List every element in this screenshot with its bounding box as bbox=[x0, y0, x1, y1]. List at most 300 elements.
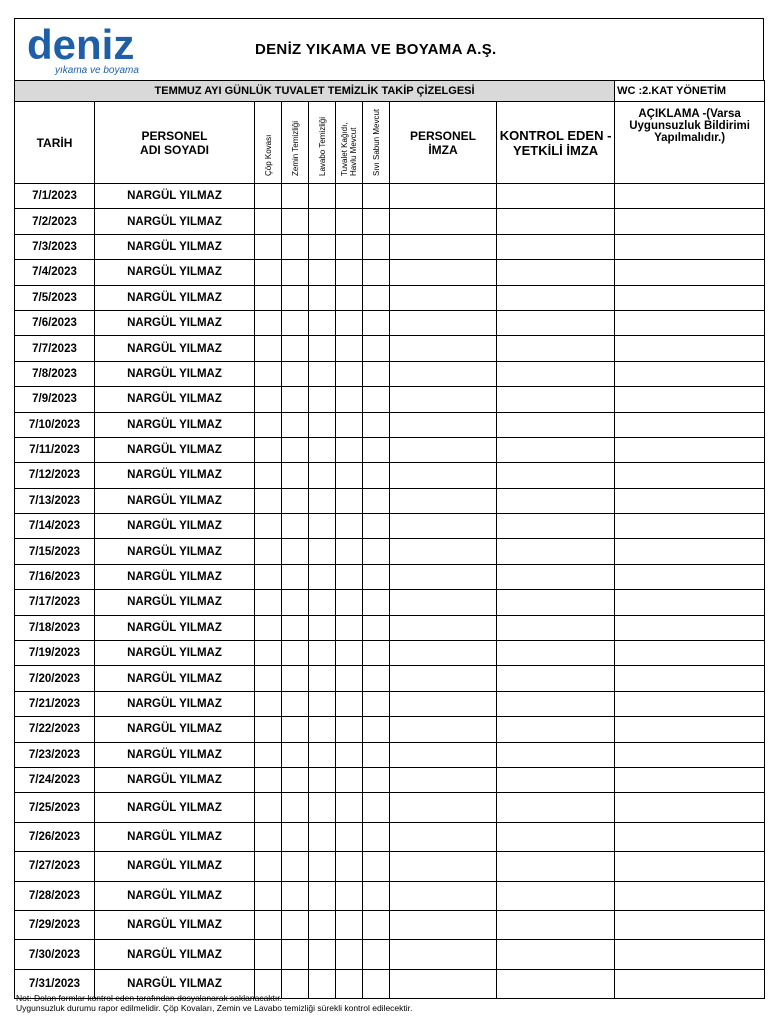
check-cell-floor[interactable] bbox=[282, 822, 309, 851]
note-cell[interactable] bbox=[615, 514, 765, 539]
name-cell: NARGÜL YILMAZ bbox=[95, 641, 255, 666]
check-cell-floor[interactable] bbox=[282, 767, 309, 792]
table-row bbox=[15, 691, 765, 716]
staff-sign-cell[interactable] bbox=[390, 691, 497, 716]
check-cell-soap[interactable] bbox=[363, 910, 390, 939]
note-cell[interactable] bbox=[615, 463, 765, 488]
check-header-sink-label: Lavabo Temizliği bbox=[317, 117, 327, 176]
check-cell-trash[interactable] bbox=[255, 564, 282, 589]
supervisor-sign-cell[interactable] bbox=[497, 910, 615, 939]
check-cell-floor[interactable] bbox=[282, 209, 309, 234]
check-cell-trash[interactable] bbox=[255, 437, 282, 462]
check-cell-floor[interactable] bbox=[282, 412, 309, 437]
note-cell[interactable] bbox=[615, 209, 765, 234]
staff-sign-cell[interactable] bbox=[390, 412, 497, 437]
check-cell-floor[interactable] bbox=[282, 260, 309, 285]
supervisor-sign-cell[interactable] bbox=[497, 641, 615, 666]
check-cell-trash[interactable] bbox=[255, 590, 282, 615]
check-cell-sink[interactable] bbox=[309, 691, 336, 716]
check-cell-soap[interactable] bbox=[363, 234, 390, 259]
check-cell-paper[interactable] bbox=[336, 691, 363, 716]
check-cell-sink[interactable] bbox=[309, 590, 336, 615]
check-cell-sink[interactable] bbox=[309, 285, 336, 310]
check-cell-sink[interactable] bbox=[309, 615, 336, 640]
supervisor-sign-cell[interactable] bbox=[497, 666, 615, 691]
name-cell: NARGÜL YILMAZ bbox=[95, 285, 255, 310]
check-cell-paper[interactable] bbox=[336, 514, 363, 539]
check-cell-sink[interactable] bbox=[309, 539, 336, 564]
table-row bbox=[15, 641, 765, 666]
tracking-table bbox=[14, 80, 765, 999]
check-cell-sink[interactable] bbox=[309, 767, 336, 792]
note-cell[interactable] bbox=[615, 852, 765, 881]
check-cell-trash[interactable] bbox=[255, 514, 282, 539]
check-cell-sink[interactable] bbox=[309, 881, 336, 910]
note-cell[interactable] bbox=[615, 387, 765, 412]
check-cell-soap[interactable] bbox=[363, 260, 390, 285]
staff-sign-cell[interactable] bbox=[390, 564, 497, 589]
check-cell-sink[interactable] bbox=[309, 184, 336, 209]
supervisor-sign-cell[interactable] bbox=[497, 940, 615, 969]
supervisor-sign-cell[interactable] bbox=[497, 615, 615, 640]
supervisor-sign-cell[interactable] bbox=[497, 539, 615, 564]
check-cell-trash[interactable] bbox=[255, 260, 282, 285]
note-cell[interactable] bbox=[615, 822, 765, 851]
check-cell-soap[interactable] bbox=[363, 209, 390, 234]
name-cell: NARGÜL YILMAZ bbox=[95, 590, 255, 615]
date-cell: 7/7/2023 bbox=[15, 336, 95, 361]
note-cell[interactable] bbox=[615, 234, 765, 259]
check-cell-floor[interactable] bbox=[282, 691, 309, 716]
check-cell-soap[interactable] bbox=[363, 310, 390, 335]
check-cell-trash[interactable] bbox=[255, 742, 282, 767]
staff-sign-cell[interactable] bbox=[390, 793, 497, 822]
note-cell[interactable] bbox=[615, 336, 765, 361]
check-cell-floor[interactable] bbox=[282, 514, 309, 539]
check-cell-sink[interactable] bbox=[309, 514, 336, 539]
date-cell: 7/16/2023 bbox=[15, 564, 95, 589]
check-cell-paper[interactable] bbox=[336, 666, 363, 691]
check-cell-floor[interactable] bbox=[282, 666, 309, 691]
staff-sign-cell[interactable] bbox=[390, 940, 497, 969]
check-cell-trash[interactable] bbox=[255, 234, 282, 259]
form-header bbox=[14, 18, 764, 80]
note-cell[interactable] bbox=[615, 260, 765, 285]
check-cell-soap[interactable] bbox=[363, 590, 390, 615]
date-cell: 7/27/2023 bbox=[15, 852, 95, 881]
note-cell[interactable] bbox=[615, 717, 765, 742]
supervisor-sign-cell[interactable] bbox=[497, 437, 615, 462]
supervisor-sign-cell[interactable] bbox=[497, 691, 615, 716]
staff-sign-cell[interactable] bbox=[390, 234, 497, 259]
check-cell-paper[interactable] bbox=[336, 387, 363, 412]
date-cell: 7/6/2023 bbox=[15, 310, 95, 335]
name-cell: NARGÜL YILMAZ bbox=[95, 412, 255, 437]
check-cell-soap[interactable] bbox=[363, 361, 390, 386]
supervisor-header-line1: KONTROL EDEN - bbox=[499, 127, 612, 143]
staff-sign-cell[interactable] bbox=[390, 767, 497, 792]
check-cell-paper[interactable] bbox=[336, 437, 363, 462]
check-cell-floor[interactable] bbox=[282, 184, 309, 209]
check-cell-floor[interactable] bbox=[282, 717, 309, 742]
staff-sign-header-line1: PERSONEL bbox=[409, 128, 476, 143]
table-row bbox=[15, 793, 765, 822]
check-cell-sink[interactable] bbox=[309, 717, 336, 742]
check-cell-paper[interactable] bbox=[336, 361, 363, 386]
check-cell-soap[interactable] bbox=[363, 742, 390, 767]
check-cell-floor[interactable] bbox=[282, 285, 309, 310]
check-cell-soap[interactable] bbox=[363, 336, 390, 361]
check-cell-paper[interactable] bbox=[336, 822, 363, 851]
name-cell: NARGÜL YILMAZ bbox=[95, 793, 255, 822]
supervisor-sign-header bbox=[497, 102, 615, 184]
note-cell[interactable] bbox=[615, 488, 765, 513]
check-cell-floor[interactable] bbox=[282, 590, 309, 615]
supervisor-sign-cell[interactable] bbox=[497, 285, 615, 310]
check-cell-trash[interactable] bbox=[255, 793, 282, 822]
check-header-floor bbox=[282, 102, 309, 184]
note-cell[interactable] bbox=[615, 641, 765, 666]
check-cell-trash[interactable] bbox=[255, 822, 282, 851]
table-row bbox=[15, 260, 765, 285]
check-cell-sink[interactable] bbox=[309, 412, 336, 437]
supervisor-sign-cell[interactable] bbox=[497, 881, 615, 910]
staff-sign-cell[interactable] bbox=[390, 488, 497, 513]
note-cell[interactable] bbox=[615, 564, 765, 589]
check-cell-paper[interactable] bbox=[336, 260, 363, 285]
check-cell-paper[interactable] bbox=[336, 539, 363, 564]
check-cell-soap[interactable] bbox=[363, 615, 390, 640]
check-cell-sink[interactable] bbox=[309, 463, 336, 488]
check-cell-sink[interactable] bbox=[309, 666, 336, 691]
supervisor-sign-cell[interactable] bbox=[497, 822, 615, 851]
check-cell-floor[interactable] bbox=[282, 463, 309, 488]
check-cell-soap[interactable] bbox=[363, 387, 390, 412]
name-cell: NARGÜL YILMAZ bbox=[95, 336, 255, 361]
supervisor-sign-cell[interactable] bbox=[497, 717, 615, 742]
check-cell-paper[interactable] bbox=[336, 184, 363, 209]
date-cell: 7/12/2023 bbox=[15, 463, 95, 488]
check-cell-soap[interactable] bbox=[363, 852, 390, 881]
personnel-header-line1: PERSONEL bbox=[141, 128, 208, 143]
staff-sign-cell[interactable] bbox=[390, 742, 497, 767]
check-cell-trash[interactable] bbox=[255, 488, 282, 513]
check-cell-trash[interactable] bbox=[255, 940, 282, 969]
staff-sign-cell[interactable] bbox=[390, 209, 497, 234]
check-cell-paper[interactable] bbox=[336, 742, 363, 767]
check-cell-paper[interactable] bbox=[336, 463, 363, 488]
supervisor-sign-cell[interactable] bbox=[497, 514, 615, 539]
check-cell-paper[interactable] bbox=[336, 590, 363, 615]
check-cell-soap[interactable] bbox=[363, 564, 390, 589]
check-cell-trash[interactable] bbox=[255, 361, 282, 386]
check-cell-sink[interactable] bbox=[309, 361, 336, 386]
supervisor-sign-cell[interactable] bbox=[497, 742, 615, 767]
check-cell-floor[interactable] bbox=[282, 564, 309, 589]
supervisor-sign-cell[interactable] bbox=[497, 488, 615, 513]
check-cell-paper[interactable] bbox=[336, 767, 363, 792]
check-cell-paper[interactable] bbox=[336, 717, 363, 742]
date-cell: 7/8/2023 bbox=[15, 361, 95, 386]
check-cell-floor[interactable] bbox=[282, 852, 309, 881]
note-cell[interactable] bbox=[615, 361, 765, 386]
staff-sign-cell[interactable] bbox=[390, 881, 497, 910]
date-cell: 7/20/2023 bbox=[15, 666, 95, 691]
check-cell-paper[interactable] bbox=[336, 209, 363, 234]
supervisor-sign-cell[interactable] bbox=[497, 336, 615, 361]
note-cell[interactable] bbox=[615, 691, 765, 716]
check-cell-soap[interactable] bbox=[363, 641, 390, 666]
check-cell-paper[interactable] bbox=[336, 564, 363, 589]
staff-sign-cell[interactable] bbox=[390, 184, 497, 209]
staff-sign-cell[interactable] bbox=[390, 539, 497, 564]
check-cell-trash[interactable] bbox=[255, 310, 282, 335]
supervisor-header-line2: YETKİLİ İMZA bbox=[512, 142, 599, 158]
check-cell-floor[interactable] bbox=[282, 387, 309, 412]
check-cell-soap[interactable] bbox=[363, 463, 390, 488]
check-cell-soap[interactable] bbox=[363, 822, 390, 851]
table-row bbox=[15, 463, 765, 488]
check-cell-floor[interactable] bbox=[282, 361, 309, 386]
check-cell-sink[interactable] bbox=[309, 234, 336, 259]
check-cell-floor[interactable] bbox=[282, 940, 309, 969]
table-body bbox=[15, 184, 765, 999]
check-cell-floor[interactable] bbox=[282, 742, 309, 767]
date-cell: 7/21/2023 bbox=[15, 691, 95, 716]
check-cell-sink[interactable] bbox=[309, 641, 336, 666]
staff-sign-cell[interactable] bbox=[390, 822, 497, 851]
check-cell-trash[interactable] bbox=[255, 767, 282, 792]
staff-sign-cell[interactable] bbox=[390, 437, 497, 462]
check-cell-soap[interactable] bbox=[363, 767, 390, 792]
staff-sign-cell[interactable] bbox=[390, 852, 497, 881]
check-cell-paper[interactable] bbox=[336, 285, 363, 310]
supervisor-sign-cell[interactable] bbox=[497, 209, 615, 234]
note-cell[interactable] bbox=[615, 285, 765, 310]
note-cell[interactable] bbox=[615, 412, 765, 437]
staff-sign-cell[interactable] bbox=[390, 717, 497, 742]
check-cell-soap[interactable] bbox=[363, 881, 390, 910]
supervisor-sign-cell[interactable] bbox=[497, 310, 615, 335]
supervisor-sign-cell[interactable] bbox=[497, 969, 615, 998]
check-cell-paper[interactable] bbox=[336, 336, 363, 361]
check-cell-trash[interactable] bbox=[255, 615, 282, 640]
form-title: TEMMUZ AYI GÜNLÜK TUVALET TEMİZLİK TAKİP ÇİZELGESİ bbox=[15, 81, 615, 102]
check-cell-trash[interactable] bbox=[255, 881, 282, 910]
check-header-soap-label: Sıvı Sabun Mevcut bbox=[371, 108, 381, 176]
check-cell-sink[interactable] bbox=[309, 336, 336, 361]
date-cell: 7/10/2023 bbox=[15, 412, 95, 437]
check-cell-trash[interactable] bbox=[255, 463, 282, 488]
check-cell-sink[interactable] bbox=[309, 793, 336, 822]
check-cell-trash[interactable] bbox=[255, 184, 282, 209]
check-cell-soap[interactable] bbox=[363, 691, 390, 716]
check-cell-paper[interactable] bbox=[336, 910, 363, 939]
name-cell: NARGÜL YILMAZ bbox=[95, 514, 255, 539]
check-cell-floor[interactable] bbox=[282, 336, 309, 361]
table-row bbox=[15, 310, 765, 335]
staff-sign-cell[interactable] bbox=[390, 285, 497, 310]
name-cell: NARGÜL YILMAZ bbox=[95, 615, 255, 640]
check-cell-sink[interactable] bbox=[309, 387, 336, 412]
check-cell-trash[interactable] bbox=[255, 209, 282, 234]
table-row bbox=[15, 234, 765, 259]
check-cell-floor[interactable] bbox=[282, 539, 309, 564]
check-header-trash-label: Çöp Kovası bbox=[263, 134, 273, 176]
check-cell-trash[interactable] bbox=[255, 387, 282, 412]
check-cell-soap[interactable] bbox=[363, 717, 390, 742]
staff-sign-cell[interactable] bbox=[390, 641, 497, 666]
check-cell-trash[interactable] bbox=[255, 717, 282, 742]
footnote-line2: Uygunsuzluk durumu rapor edilmelidir. Çöp Kovaları, Zemin ve Lavabo temizliği sürekli kontrol edilecektir. bbox=[16, 1003, 413, 1013]
check-cell-paper[interactable] bbox=[336, 615, 363, 640]
check-cell-trash[interactable] bbox=[255, 666, 282, 691]
staff-sign-cell[interactable] bbox=[390, 260, 497, 285]
supervisor-sign-cell[interactable] bbox=[497, 852, 615, 881]
table-row bbox=[15, 285, 765, 310]
staff-sign-cell[interactable] bbox=[390, 387, 497, 412]
check-cell-soap[interactable] bbox=[363, 412, 390, 437]
table-row bbox=[15, 615, 765, 640]
note-cell[interactable] bbox=[615, 881, 765, 910]
check-cell-soap[interactable] bbox=[363, 793, 390, 822]
check-header-trash bbox=[255, 102, 282, 184]
company-logo bbox=[25, 21, 165, 79]
date-cell: 7/17/2023 bbox=[15, 590, 95, 615]
note-cell[interactable] bbox=[615, 793, 765, 822]
check-cell-soap[interactable] bbox=[363, 285, 390, 310]
check-cell-trash[interactable] bbox=[255, 336, 282, 361]
table-row bbox=[15, 488, 765, 513]
date-cell: 7/31/2023 bbox=[15, 969, 95, 998]
check-cell-paper[interactable] bbox=[336, 940, 363, 969]
check-cell-floor[interactable] bbox=[282, 910, 309, 939]
staff-sign-cell[interactable] bbox=[390, 463, 497, 488]
note-cell[interactable] bbox=[615, 910, 765, 939]
check-cell-floor[interactable] bbox=[282, 310, 309, 335]
staff-sign-cell[interactable] bbox=[390, 615, 497, 640]
note-cell[interactable] bbox=[615, 969, 765, 998]
check-cell-paper[interactable] bbox=[336, 641, 363, 666]
note-cell[interactable] bbox=[615, 767, 765, 792]
note-cell[interactable] bbox=[615, 184, 765, 209]
table-row bbox=[15, 336, 765, 361]
note-cell[interactable] bbox=[615, 539, 765, 564]
check-cell-sink[interactable] bbox=[309, 940, 336, 969]
supervisor-sign-cell[interactable] bbox=[497, 387, 615, 412]
supervisor-sign-cell[interactable] bbox=[497, 361, 615, 386]
check-cell-sink[interactable] bbox=[309, 488, 336, 513]
name-cell: NARGÜL YILMAZ bbox=[95, 387, 255, 412]
check-cell-paper[interactable] bbox=[336, 852, 363, 881]
name-cell: NARGÜL YILMAZ bbox=[95, 691, 255, 716]
check-cell-floor[interactable] bbox=[282, 641, 309, 666]
staff-sign-cell[interactable] bbox=[390, 910, 497, 939]
check-cell-sink[interactable] bbox=[309, 564, 336, 589]
check-cell-paper[interactable] bbox=[336, 488, 363, 513]
supervisor-sign-cell[interactable] bbox=[497, 260, 615, 285]
check-cell-floor[interactable] bbox=[282, 234, 309, 259]
check-cell-sink[interactable] bbox=[309, 310, 336, 335]
check-cell-soap[interactable] bbox=[363, 437, 390, 462]
staff-sign-cell[interactable] bbox=[390, 336, 497, 361]
name-cell: NARGÜL YILMAZ bbox=[95, 742, 255, 767]
supervisor-sign-cell[interactable] bbox=[497, 234, 615, 259]
check-cell-paper[interactable] bbox=[336, 412, 363, 437]
staff-sign-cell[interactable] bbox=[390, 310, 497, 335]
check-cell-trash[interactable] bbox=[255, 852, 282, 881]
check-cell-paper[interactable] bbox=[336, 310, 363, 335]
table-row bbox=[15, 742, 765, 767]
check-cell-trash[interactable] bbox=[255, 691, 282, 716]
check-cell-soap[interactable] bbox=[363, 539, 390, 564]
staff-sign-cell[interactable] bbox=[390, 514, 497, 539]
note-cell[interactable] bbox=[615, 666, 765, 691]
check-cell-paper[interactable] bbox=[336, 793, 363, 822]
table-row bbox=[15, 387, 765, 412]
supervisor-sign-cell[interactable] bbox=[497, 793, 615, 822]
name-cell: NARGÜL YILMAZ bbox=[95, 767, 255, 792]
staff-sign-cell[interactable] bbox=[390, 666, 497, 691]
supervisor-sign-cell[interactable] bbox=[497, 564, 615, 589]
check-cell-trash[interactable] bbox=[255, 285, 282, 310]
check-cell-soap[interactable] bbox=[363, 940, 390, 969]
check-cell-paper[interactable] bbox=[336, 881, 363, 910]
check-cell-trash[interactable] bbox=[255, 641, 282, 666]
note-cell[interactable] bbox=[615, 742, 765, 767]
check-cell-floor[interactable] bbox=[282, 881, 309, 910]
name-cell: NARGÜL YILMAZ bbox=[95, 463, 255, 488]
check-cell-sink[interactable] bbox=[309, 260, 336, 285]
check-cell-trash[interactable] bbox=[255, 539, 282, 564]
check-cell-soap[interactable] bbox=[363, 666, 390, 691]
note-cell[interactable] bbox=[615, 590, 765, 615]
check-cell-floor[interactable] bbox=[282, 615, 309, 640]
check-cell-trash[interactable] bbox=[255, 412, 282, 437]
supervisor-sign-cell[interactable] bbox=[497, 184, 615, 209]
note-cell[interactable] bbox=[615, 310, 765, 335]
check-cell-soap[interactable] bbox=[363, 488, 390, 513]
check-cell-sink[interactable] bbox=[309, 209, 336, 234]
check-cell-floor[interactable] bbox=[282, 488, 309, 513]
table-row bbox=[15, 822, 765, 851]
note-cell[interactable] bbox=[615, 437, 765, 462]
logo-word: deniz bbox=[27, 21, 135, 68]
check-cell-floor[interactable] bbox=[282, 793, 309, 822]
supervisor-sign-cell[interactable] bbox=[497, 590, 615, 615]
check-cell-sink[interactable] bbox=[309, 852, 336, 881]
note-header: AÇIKLAMA -(Varsa Uygunsuzluk Bildirimi Yapılmalıdır.) bbox=[615, 102, 765, 184]
staff-sign-cell[interactable] bbox=[390, 361, 497, 386]
check-cell-sink[interactable] bbox=[309, 437, 336, 462]
title-row bbox=[15, 81, 765, 102]
check-cell-trash[interactable] bbox=[255, 910, 282, 939]
supervisor-sign-cell[interactable] bbox=[497, 412, 615, 437]
check-cell-soap[interactable] bbox=[363, 184, 390, 209]
check-cell-sink[interactable] bbox=[309, 742, 336, 767]
note-cell[interactable] bbox=[615, 940, 765, 969]
supervisor-sign-cell[interactable] bbox=[497, 767, 615, 792]
date-cell: 7/19/2023 bbox=[15, 641, 95, 666]
staff-sign-cell[interactable] bbox=[390, 590, 497, 615]
check-cell-sink[interactable] bbox=[309, 910, 336, 939]
check-cell-sink[interactable] bbox=[309, 822, 336, 851]
check-cell-floor[interactable] bbox=[282, 437, 309, 462]
check-cell-paper[interactable] bbox=[336, 234, 363, 259]
supervisor-sign-cell[interactable] bbox=[497, 463, 615, 488]
check-cell-soap[interactable] bbox=[363, 514, 390, 539]
note-cell[interactable] bbox=[615, 615, 765, 640]
